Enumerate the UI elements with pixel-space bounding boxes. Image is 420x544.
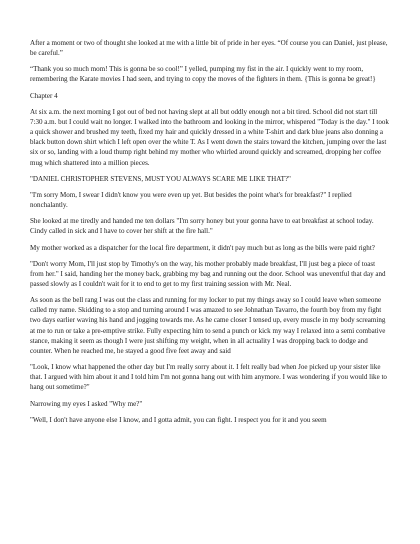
paragraph: "DANIEL CHRISTOPHER STEVENS, MUST YOU ALWAYS SCARE ME LIKE THAT?" — [30, 174, 291, 183]
paragraph: As soon as the bell rang I was out the class and running for my locker to put my things away so I could leave when someone called my name. Skidding to a stop and turning around I was amazed to see Johnathan Tavarro, the fourth boy from my fight two days earlier waving his hand and jogging towards me. As he came closer I tensed up, every muscle in my body screaming at me to run or take a pre-emptive strike. Fully expecting him to send a punch or kick my way I relaxed into a semi combative stance, making it seem as though I were just shifting my weight, when in all actuality I was dropping back to dodge and counter. When he reached me, he stayed a good five feet away and said — [30, 296, 386, 355]
paragraph: She looked at me tiredly and handed me ten dollars "I'm sorry honey but your gonna have to eat breakfast at school today. Cindy called in sick and I have to cover her shift at the fire hall." — [30, 217, 374, 236]
paragraph: "Look, I know what happened the other day but I'm really sorry about it. I felt really bad when Joe picked up your sister like that. I argued with him about it and I told him I'm not gonna hang out with him anymore. I was wondering if you would like to hang out sometime?" — [30, 363, 387, 392]
paragraph: "Well, I don't have anyone else I know, and I gotta admit, you can fight. I respect you for it and you seem — [30, 415, 327, 424]
paragraph: “Thank you so much mom! This is gonna be so cool!” I yelled, pumping my fist in the air. I quickly went to my room, remembering the Karate movies I had seen, and trying to copy the moves of the fighters in them. {This is gonna be great!} — [30, 65, 376, 84]
paragraph: "Don't worry Mom, I'll just stop by Timothy's on the way, his mother probably made breakfast, I'll just beg a piece of toast from her." I said, handing her the money back, grabbing my bag and running out the door. School was uneventful that day and passed slowly as I couldn't wait for it to end to get to my first training session with Mr. Neal. — [30, 259, 386, 288]
paragraph: At six a.m. the next morning I got out of bed not having slept at all but oddly enough not a bit tired. School did not start till 7:30 a.m. but I could wait no longer. I walked into the bathroom and looking in the mirror, whispered "Today is the day." I took a quick shower and brushed my teeth, fixed my hair and quickly dressed in a white T-shirt and dark blue jeans also donning a black button down shirt which I left open over the white T. As I went down the stairs toward the kitchen, jumping over the last six or so, landing with a loud thump right behind my mother who whirled around quickly and screamed, dropping her coffee mug which shattered into a million pieces. — [30, 107, 389, 167]
paragraph: "I'm sorry Mom, I swear I didn't know you were even up yet. But besides the point what's for breakfast?" I replied nonchalantly. — [30, 190, 352, 210]
paragraph: Narrowing my eyes I asked "Why me?" — [30, 399, 143, 408]
chapter-heading: Chapter 4 — [30, 91, 58, 100]
paragraph: My mother worked as a dispatcher for the local fire department, it didn't pay much but as long as the bills were paid right? — [30, 243, 375, 252]
paragraph: After a moment or two of thought she looked at me with a little bit of pride in her eyes. “Of course you can Daniel, just please, be careful.” — [30, 39, 388, 58]
